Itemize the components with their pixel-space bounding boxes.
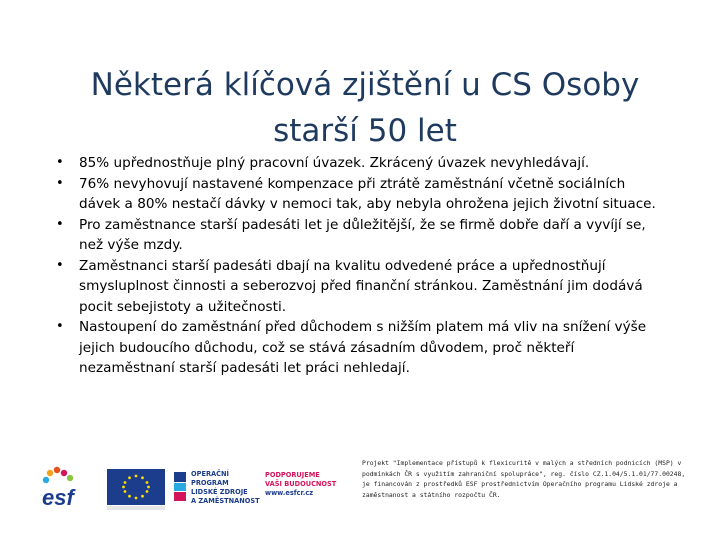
op-line-3: A ZAMĚSTNANOST — [191, 497, 260, 505]
bullet-item: • 85% upřednostňuje plný pracovní úvazek. Zkrácený úvazek nevyhledávají. — [56, 153, 656, 174]
op-line-1: OPERAČNÍ PROGRAM — [191, 470, 229, 487]
op-logo-icon — [173, 471, 189, 503]
support-line-2: VAŠI BUDOUCNOST — [265, 480, 337, 488]
support-line-1: PODPORUJEME — [265, 471, 320, 479]
project-info-text: Projekt "Implementace přístupů k flexicuritě v malých a středních podnicích (MSP) v podmínkách ČR s využitím zahraniční spolupráce", reg. číslo CZ.1.04/5.1.01/77.00248, je financován z prostředků ESF prostřednictvím Operačního programu Lidské zdroje a zaměstnanost a státního rozpočtu ČR. — [362, 459, 686, 499]
support-url: www.esfcr.cz — [265, 489, 314, 497]
title-line-2: starší 50 let — [273, 113, 457, 149]
slide-title — [60, 62, 670, 154]
bullet-item: • Pro zaměstnance starší padesáti let je důležitější, že se firmě dobře daří a vyvíjí se, než výše mzdy. — [56, 215, 656, 256]
op-line-2: LIDSKÉ ZDROJE — [191, 488, 248, 496]
eu-flag-icon — [105, 467, 167, 511]
title-line-1: Některá klíčová zjištění u CS Osoby — [90, 67, 640, 103]
support-logo — [265, 471, 345, 511]
esf-logo-text: esf — [42, 485, 74, 510]
bullet-item: • 76% nevyhovují nastavené kompenzace při ztrátě zaměstnání včetně sociálních dávek a 80% nestačí dávky v nemoci tak, aby nebyla ohrožena jejich životní situace. — [56, 174, 656, 215]
bullet-item: • Nastoupení do zaměstnání před důchodem s nižším platem má vliv na snížení výše jejich budoucího důchodu, což se stává zásadním důvodem, proč někteří nezaměstnaní starší padesáti let práci nehledají. — [56, 317, 656, 379]
op-lzz-logo — [173, 467, 265, 511]
footer-logos — [40, 465, 340, 513]
bullet-item: • Zaměstnanci starší padesáti dbají na kvalitu odvedené práce a upřednostňují smysluplnost činnosti a seberozvoj před finanční stránkou. Zaměstnání jim dodává pocit sebejistoty a užitečnosti. — [56, 256, 656, 318]
esf-logo — [40, 465, 100, 513]
bullet-list — [56, 153, 656, 379]
